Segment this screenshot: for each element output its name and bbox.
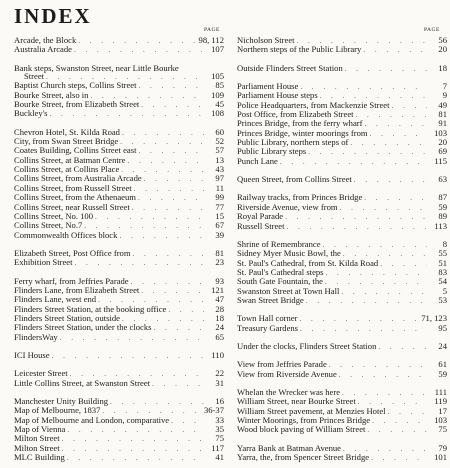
entry-page-number: 95 [438,322,447,333]
entry-page-number: 105 [211,71,224,82]
dot-leader [138,147,204,155]
entry-title: Collins Street, from Russell Street [14,182,132,193]
entry-title: Public Library, northern steps of [237,137,349,148]
entry-title: Winter Moorings, from Princes Bridge [237,415,371,425]
index-entry [14,231,224,240]
entry-title: Bourke Street, also in [14,89,89,100]
entry-page-number: 99 [215,192,224,203]
entry-page-number: 23 [215,257,224,268]
entry-page-number: 63 [438,174,447,185]
entry-page-number: 108 [211,108,224,119]
entry-page-number: 57 [215,145,224,156]
dot-leader [371,454,427,462]
entry-page-number: 36-37 [203,405,224,416]
index-column-right [237,36,447,462]
index-entry [237,453,447,462]
entry-title: William Street, near Bourke Street [237,396,356,407]
dot-leader [391,102,427,110]
dot-leader [141,287,204,295]
entry-title: William Street pavement, at Menzies Hotel [237,405,386,416]
entry-page-number: 77 [215,201,224,212]
entry-title: Leicester Street [14,368,68,379]
dot-leader [152,380,204,388]
dot-leader [67,454,204,462]
entry-page-number: 71, 123 [421,313,447,324]
dot-leader [141,101,204,109]
entry-page-number: 65 [215,331,224,342]
entry-title: Baptist Church steps, Collins Street [14,80,137,91]
entry-page-number: 18 [438,62,447,73]
entry-page-number: 52 [215,136,224,147]
dot-leader [326,269,427,277]
index-entry [237,324,447,333]
entry-title: Swan Street Bridge [237,294,304,305]
entry-page-number: 53 [438,294,447,305]
dot-leader [168,306,204,314]
dot-leader [300,83,427,91]
entry-title: Map of Vienna [14,424,66,435]
entry-title: Police Headquarters, from Mackenzie Street [237,99,390,110]
entry-page-number: 20 [438,44,447,55]
entry-title: Bank steps, Swanston Street, near Little Bourke [14,62,179,73]
entry-title: MLC Building [14,452,65,463]
dot-leader [364,194,427,202]
entry-title: Street [24,71,45,82]
dot-leader [287,223,427,231]
dot-leader [122,129,204,137]
entry-title: Nicholson Street [237,35,295,45]
entry-page-number: 117 [211,442,224,453]
entry-title: Town Hall corner [237,313,298,324]
entry-title: Under the clocks, Flinders Street Station [237,340,377,351]
entry-page-number: 79 [438,442,447,453]
dot-leader [280,158,427,166]
index-entry [14,379,224,388]
entry-title: Royal Parade [237,211,284,222]
entry-page-number: 119 [434,396,447,407]
entry-title: ICI House [14,349,50,360]
index-entry [14,64,224,72]
entry-page-number: 115 [434,155,447,166]
entry-title: Milton Street [14,433,60,444]
entry-page-number: 51 [438,257,447,268]
entry-page-number: 61 [438,359,447,370]
dot-leader [110,398,204,406]
entry-page-number: 47 [215,294,224,305]
entry-page-number: 69 [438,146,447,157]
dot-leader [372,417,427,425]
dot-leader [350,139,427,147]
entry-page-number: 109 [211,89,224,100]
entry-title: Yarra, the, from Spencer Street Bridge [237,452,370,463]
entry-page-number: 31 [215,377,224,388]
entry-page-number: 59 [438,368,447,379]
index-entry [14,453,224,462]
index-entry [14,351,224,360]
dot-leader [378,343,427,351]
entry-page-number: 110 [211,349,224,360]
dot-leader [134,185,204,193]
entry-page-number: 41 [215,452,224,463]
entry-title: St. Paul's Cathedral, from St. Kilda Road [237,257,379,268]
index-entry [14,333,224,342]
dot-leader [132,204,204,212]
entry-page-number: 54 [438,276,447,287]
entry-page-number: 24 [438,340,447,351]
dot-leader [50,110,204,118]
page-column-header-left: PAGE [204,27,220,33]
entry-title: Collins Street, No.7 [14,220,83,231]
entry-title: Coates Building, Collins Street east [14,145,137,156]
entry-page-number: 81 [215,247,224,258]
dot-leader [153,324,204,332]
entry-title: Little Collins Street, at Swanston Street [14,377,151,388]
entry-page-number: 8 [442,238,447,249]
index-entry [14,45,224,54]
entry-title: Flinders Lane, from Elizabeth Street [14,284,140,295]
entry-title: Whelan the Wrecker was here [237,386,341,397]
entry-page-number: 111 [434,386,447,397]
entry-title: Flinders Street Station, under the clocks [14,322,152,333]
entry-page-number: 97 [215,173,224,184]
entry-page-number: 98, 112 [198,35,224,45]
dot-leader [144,175,204,183]
entry-title: Russell Street [237,220,285,231]
dot-leader [52,352,204,360]
dot-leader [138,82,204,90]
entry-title: Milton Street [14,442,60,453]
entry-title: Swanston Street at Town Hall [237,285,340,296]
entry-title: Australia Arcade [14,44,72,55]
dot-leader [133,250,204,258]
index-entry [237,175,447,184]
dot-leader [365,120,427,128]
entry-title: Collins Street, from the Athenaeum [14,192,136,203]
index-entry [237,45,447,54]
entry-title: Parliament House steps [237,90,318,101]
entry-title: Chevron Hotel, St. Kilda Road [14,126,120,137]
entry-title: Princes Bridge, from the ferry wharf [237,118,363,129]
entry-title: Ferry wharf, from Jeffries Parade [14,275,129,286]
entry-page-number: 67 [215,220,224,231]
entry-page-number: 43 [215,164,224,175]
page-column-header-right: PAGE [424,27,440,33]
entry-title: Railway tracks, from Princes Bridge [237,192,363,203]
index-entry [237,157,447,166]
entry-title: Punch Lane [237,155,278,166]
entry-title: South Gate Fountain, the [237,276,323,287]
dot-leader [341,288,427,296]
index-entry [237,64,447,73]
entry-title: View from Jeffries Parade [237,359,327,370]
entry-page-number: 35 [215,424,224,435]
entry-page-number: 103 [434,127,447,138]
entry-title: Yarra Bank at Batman Avenue [237,442,341,453]
entry-page-number: 81 [438,109,447,120]
entry-title: Collins Street, at Collins Place [14,164,120,175]
entry-title: View from Riverside Avenue [237,368,337,379]
dot-leader [370,130,427,138]
dot-leader [138,194,204,202]
dot-leader [345,65,427,73]
index-entry [237,222,447,231]
dot-leader [300,325,427,333]
index-entry [14,109,224,118]
entry-title: Arcade, the Block [14,35,77,45]
entry-title: Buckley's [14,108,48,119]
entry-title: Flinders Lane, west end [14,294,97,305]
entry-page-number: 13 [215,154,224,165]
entry-page-number: 9 [442,90,447,101]
entry-page-number: 75 [215,433,224,444]
index-column-left [14,36,224,462]
entry-page-number: 59 [438,201,447,212]
index-entry [237,425,447,434]
entry-title: Collins Street, No. 100 [14,210,94,221]
entry-title: Collins Street, near Russell Street [14,201,130,212]
entry-page-number: 87 [438,192,447,203]
entry-page-number: 113 [434,220,447,231]
entry-page-number: 39 [215,229,224,240]
entry-page-number: 83 [438,266,447,277]
dot-leader [325,278,427,286]
entry-title: City, from Swan Street Bridge [14,136,119,147]
dot-leader [306,297,427,305]
entry-title: Flinders Street Station, at the booking office [14,303,167,314]
entry-page-number: 18 [215,312,224,323]
entry-page-number: 33 [215,414,224,425]
entry-page-number: 45 [215,99,224,110]
entry-title: Elizabeth Street, Post Office from [14,247,131,258]
entry-title: Wood block paving of William Street [237,424,366,435]
entry-title: Post Office, from Elizabeth Street [237,109,354,120]
entry-title: St. Paul's Cathedral steps [237,266,324,277]
entry-title: Outside Flinders Street Station [237,62,343,73]
dot-leader [95,213,204,221]
entry-title: FlindersWay [14,331,58,342]
entry-title: Commonwealth Offices block [14,229,118,240]
entry-page-number: 28 [215,303,224,314]
entry-page-number: 75 [438,424,447,435]
dot-leader [67,426,204,434]
dot-leader [340,204,427,212]
entry-page-number: 22 [215,368,224,379]
entry-page-number: 93 [215,275,224,286]
entry-title: Flinders Street Station, outside [14,312,120,323]
entry-title: Collins Street, from Australia Arcade [14,173,142,184]
entry-title: Shrine of Remembrance [237,238,321,249]
entry-page-number: 101 [434,452,447,463]
index-entry [237,342,447,351]
entry-page-number: 55 [438,248,447,259]
entry-page-number: 121 [211,284,224,295]
entry-page-number: 107 [211,44,224,55]
entry-page-number: 7 [442,81,447,92]
entry-page-number: 20 [438,137,447,148]
entry-page-number: 89 [438,211,447,222]
dot-leader [308,148,427,156]
dot-leader [339,371,427,379]
entry-page-number: 11 [215,182,224,193]
index-entry [14,258,224,267]
entry-title: Manchester Unity Building [14,396,109,406]
dot-leader [363,46,427,54]
dot-leader [285,213,427,221]
dot-leader [74,259,204,267]
entry-title: Public Library steps [237,146,307,157]
dot-leader [62,435,204,443]
entry-page-number: 49 [438,99,447,110]
entry-page-number: 24 [215,322,224,333]
dot-leader [78,37,196,45]
dot-leader [300,315,420,323]
entry-title: Collins Street, at Batman Centre [14,154,126,165]
entry-title: Map of Melbourne and London, comparative [14,414,170,425]
entry-title: Bourke Street, from Elizabeth Street [14,99,140,110]
entry-page-number: 15 [215,210,224,221]
entry-title: Sidney Myer Music Bowl, the [237,248,341,259]
dot-leader [131,278,204,286]
entry-title: Parliament House [237,81,299,92]
entry-title: Northern steps of the Public Library [237,44,362,55]
entry-page-number: 5 [442,285,447,296]
dot-leader [367,426,427,434]
entry-page-number: 91 [438,118,447,129]
entry-page-number: 56 [438,35,447,45]
index-title: INDEX [14,4,92,28]
entry-title: Exhibition Street [14,257,73,268]
index-entry [237,370,447,379]
entry-title: Treasury Gardens [237,322,299,333]
entry-page-number: 16 [215,396,224,406]
dot-leader [354,176,427,184]
dot-leader [74,46,204,54]
entry-title: Queen Street, from Collins Street [237,174,352,185]
entry-title: Princes Bridge, winter moorings from [237,127,368,138]
entry-title: Map of Melbourne, 1837 [14,405,101,416]
dot-leader [171,417,204,425]
entry-page-number: 17 [438,405,447,416]
dot-leader [388,408,427,416]
entry-page-number: 85 [215,80,224,91]
entry-page-number: 60 [215,126,224,137]
dot-leader [329,361,427,369]
entry-page-number: 103 [434,415,447,425]
dot-leader [60,334,204,342]
dot-leader [380,260,427,268]
dot-leader [119,232,204,240]
entry-title: Riverside Avenue, view from [237,201,338,212]
index-entry [237,296,447,305]
dot-leader [62,445,204,453]
dot-leader [356,111,427,119]
dot-leader [127,157,204,165]
